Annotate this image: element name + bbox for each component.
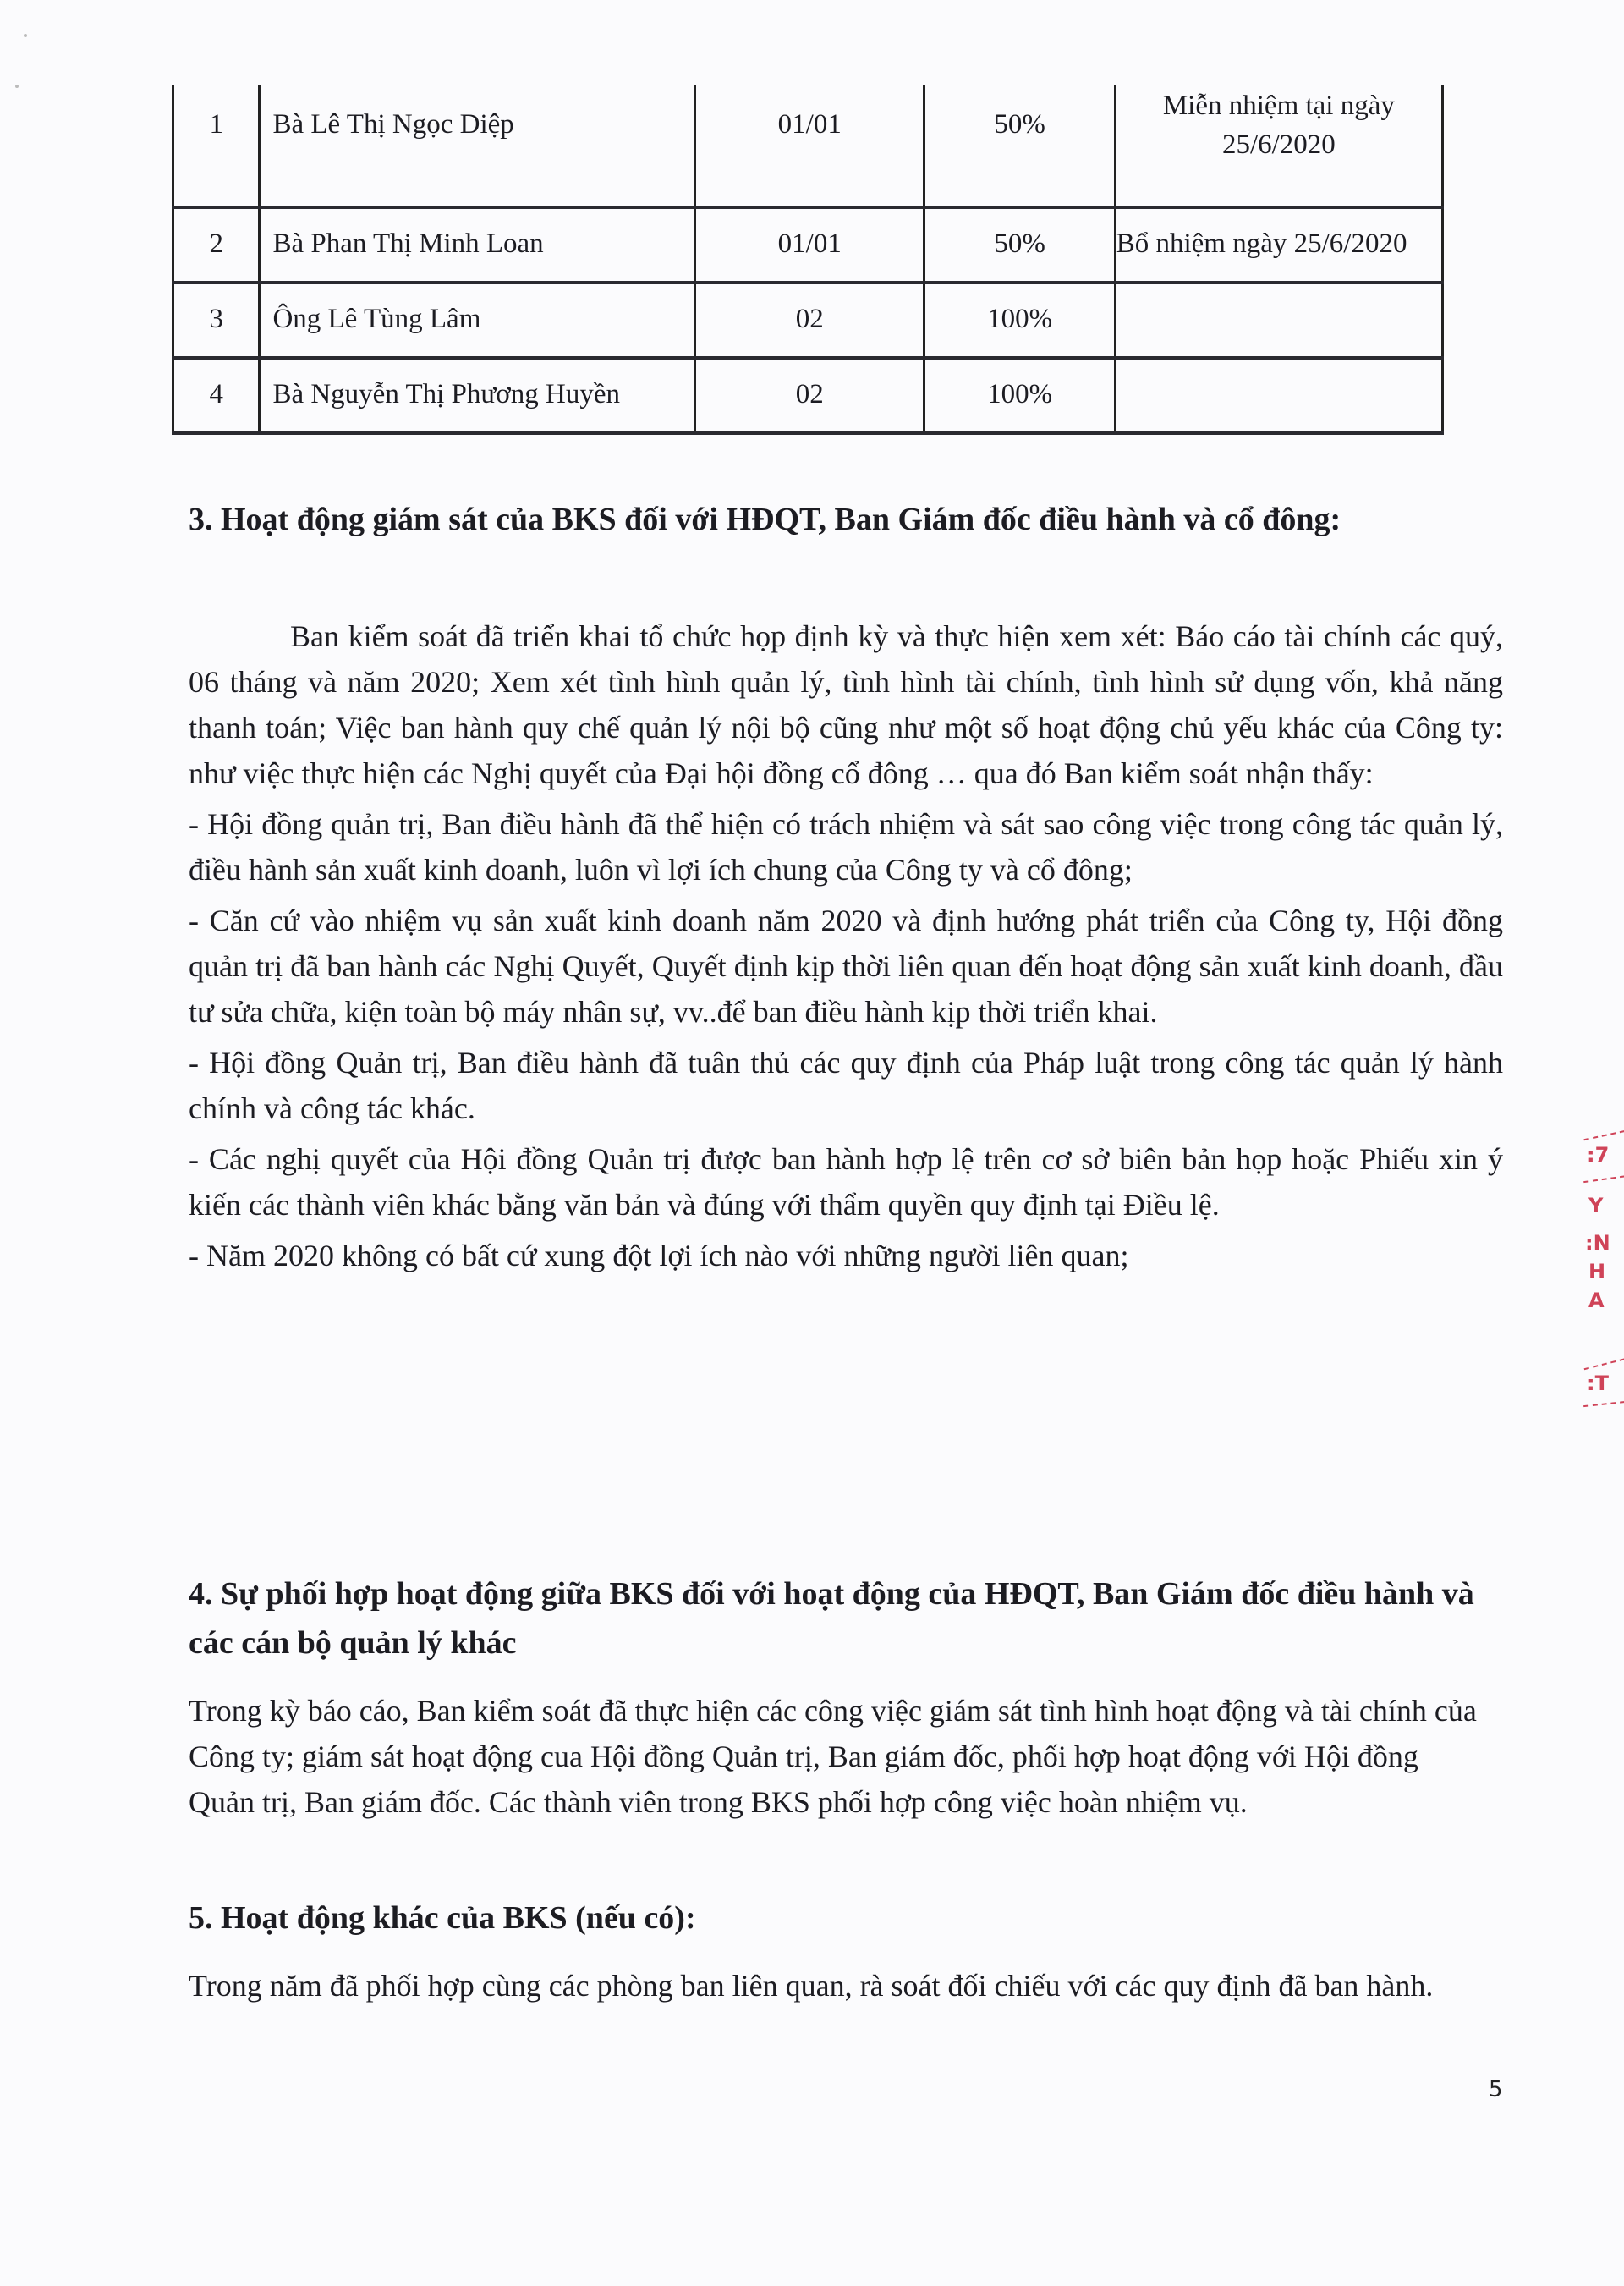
- section-3-intro: Ban kiểm soát đã triển khai tổ chức họp định kỳ và thực hiện xem xét: Báo cáo tài chính các quý, 06 tháng và năm 2020; Xem xét tình hình quản lý, tình hình tài chính, tình hình sử dụng vốn, khả năng thanh toán; Việc ban hành quy chế quản lý nội bộ cũng như một số hoạt động chủ yếu khác của Công ty: như việc thực hiện các Nghị quyết của Đại hội đồng cổ đông … qua đó Ban kiểm soát nhận thấy:: [189, 619, 1503, 790]
- seal-text: A: [1588, 1289, 1605, 1312]
- member-name: Bà Nguyễn Thị Phương Huyền: [260, 358, 695, 433]
- seal-text: Y: [1588, 1194, 1604, 1217]
- section-3-bullet: - Căn cứ vào nhiệm vụ sản xuất kinh doanh năm 2020 và định hướng phát triển của Công ty, Hội đồng quản trị đã ban hành các Nghị Quyết, Quyết định kịp thời liên quan đến hoạt động sản xuất kinh doanh, đầu tư sửa chữa, kiện toàn bộ máy nhân sự, vv..để ban điều hành kịp thời triển khai.: [189, 904, 1503, 1029]
- section-5-body: Trong năm đã phối hợp cùng các phòng ban liên quan, rà soát đối chiếu với các quy định đã ban hành.: [189, 1969, 1434, 2003]
- note-line: Miễn nhiệm tại ngày: [1162, 91, 1395, 121]
- seal-ring-line: [1583, 1174, 1624, 1183]
- table-row: [173, 283, 1443, 358]
- meetings-attended: 01/01: [695, 207, 924, 283]
- section-3-bullet: - Hội đồng Quản trị, Ban điều hành đã tuân thủ các quy định của Pháp luật trong công tác quản lý hành chính và công tác khác.: [189, 1046, 1503, 1125]
- attendance-rate: 100%: [924, 283, 1115, 358]
- section-3-bullet: - Hội đồng quản trị, Ban điều hành đã thể hiện có trách nhiệm và sát sao công việc trong công tác quản lý, điều hành sản xuất kinh doanh, luôn vì lợi ích chung của Công ty và cổ đông;: [189, 807, 1503, 887]
- note: [1115, 283, 1442, 358]
- seal-text: H: [1588, 1260, 1606, 1283]
- section-4-body: Trong kỳ báo cáo, Ban kiểm soát đã thực hiện các công việc giám sát tình hình hoạt động và tài chính của Công ty; giám sát hoạt động cua Hội đồng Quản trị, Ban giám đốc, phối hợp hoạt động với Hội đồng Quản trị, Ban giám đốc. Các thành viên trong BKS phối hợp công việc hoàn nhiệm vụ.: [189, 1694, 1477, 1819]
- seal-text: :N: [1585, 1231, 1610, 1255]
- table-row: [173, 358, 1443, 433]
- section-3-bullet: - Các nghị quyết của Hội đồng Quản trị được ban hành hợp lệ trên cơ sở biên bản họp hoặc Phiếu xin ý kiến các thành viên khác bằng văn bản và đúng với thẩm quyền quy định tại Điều lệ.: [189, 1142, 1503, 1222]
- scan-speck: [15, 85, 19, 88]
- table-row: [173, 85, 1443, 207]
- section-4-heading: 4. Sự phối hợp hoạt động giữa BKS đối với hoạt động của HĐQT, Ban Giám đốc điều hành và các cán bộ quản lý khác: [189, 1576, 1474, 1661]
- row-number: 2: [173, 207, 260, 283]
- section-5-heading: 5. Hoạt động khác của BKS (nếu có):: [189, 1900, 696, 1936]
- page-number: 5: [1489, 2077, 1503, 2102]
- note: [1115, 358, 1442, 433]
- attendance-rate: 50%: [924, 85, 1115, 207]
- note-line: 25/6/2020: [1221, 129, 1336, 160]
- row-number: 3: [173, 283, 260, 358]
- member-name: Bà Phan Thị Minh Loan: [260, 207, 695, 283]
- scan-speck: [24, 34, 27, 37]
- supervisory-board-attendance-table: [172, 85, 1444, 435]
- member-name: Bà Lê Thị Ngọc Diệp: [260, 85, 695, 207]
- seal-ring-line: [1584, 1356, 1624, 1370]
- section-3-bullet: - Năm 2020 không có bất cứ xung đột lợi ích nào với những người liên quan;: [189, 1239, 1129, 1272]
- attendance-rate: 100%: [924, 358, 1115, 433]
- row-number: 1: [173, 85, 260, 207]
- meetings-attended: 02: [695, 283, 924, 358]
- note: [1115, 85, 1442, 207]
- company-seal-fragment: [1583, 1134, 1624, 1413]
- section-3-body: [189, 613, 1503, 1278]
- meetings-attended: 01/01: [695, 85, 924, 207]
- section-3-heading: 3. Hoạt động giám sát của BKS đối với HĐQT, Ban Giám đốc điều hành và cổ đông:: [189, 502, 1341, 537]
- note: Bổ nhiệm ngày 25/6/2020: [1115, 207, 1442, 283]
- row-number: 4: [173, 358, 260, 433]
- seal-text: :7: [1587, 1143, 1610, 1167]
- meetings-attended: 02: [695, 358, 924, 433]
- table-row: [173, 207, 1443, 283]
- member-name: Ông Lê Tùng Lâm: [260, 283, 695, 358]
- seal-ring-line: [1583, 1400, 1624, 1407]
- seal-text: :T: [1587, 1371, 1609, 1395]
- attendance-rate: 50%: [924, 207, 1115, 283]
- seal-ring-line: [1583, 1129, 1624, 1140]
